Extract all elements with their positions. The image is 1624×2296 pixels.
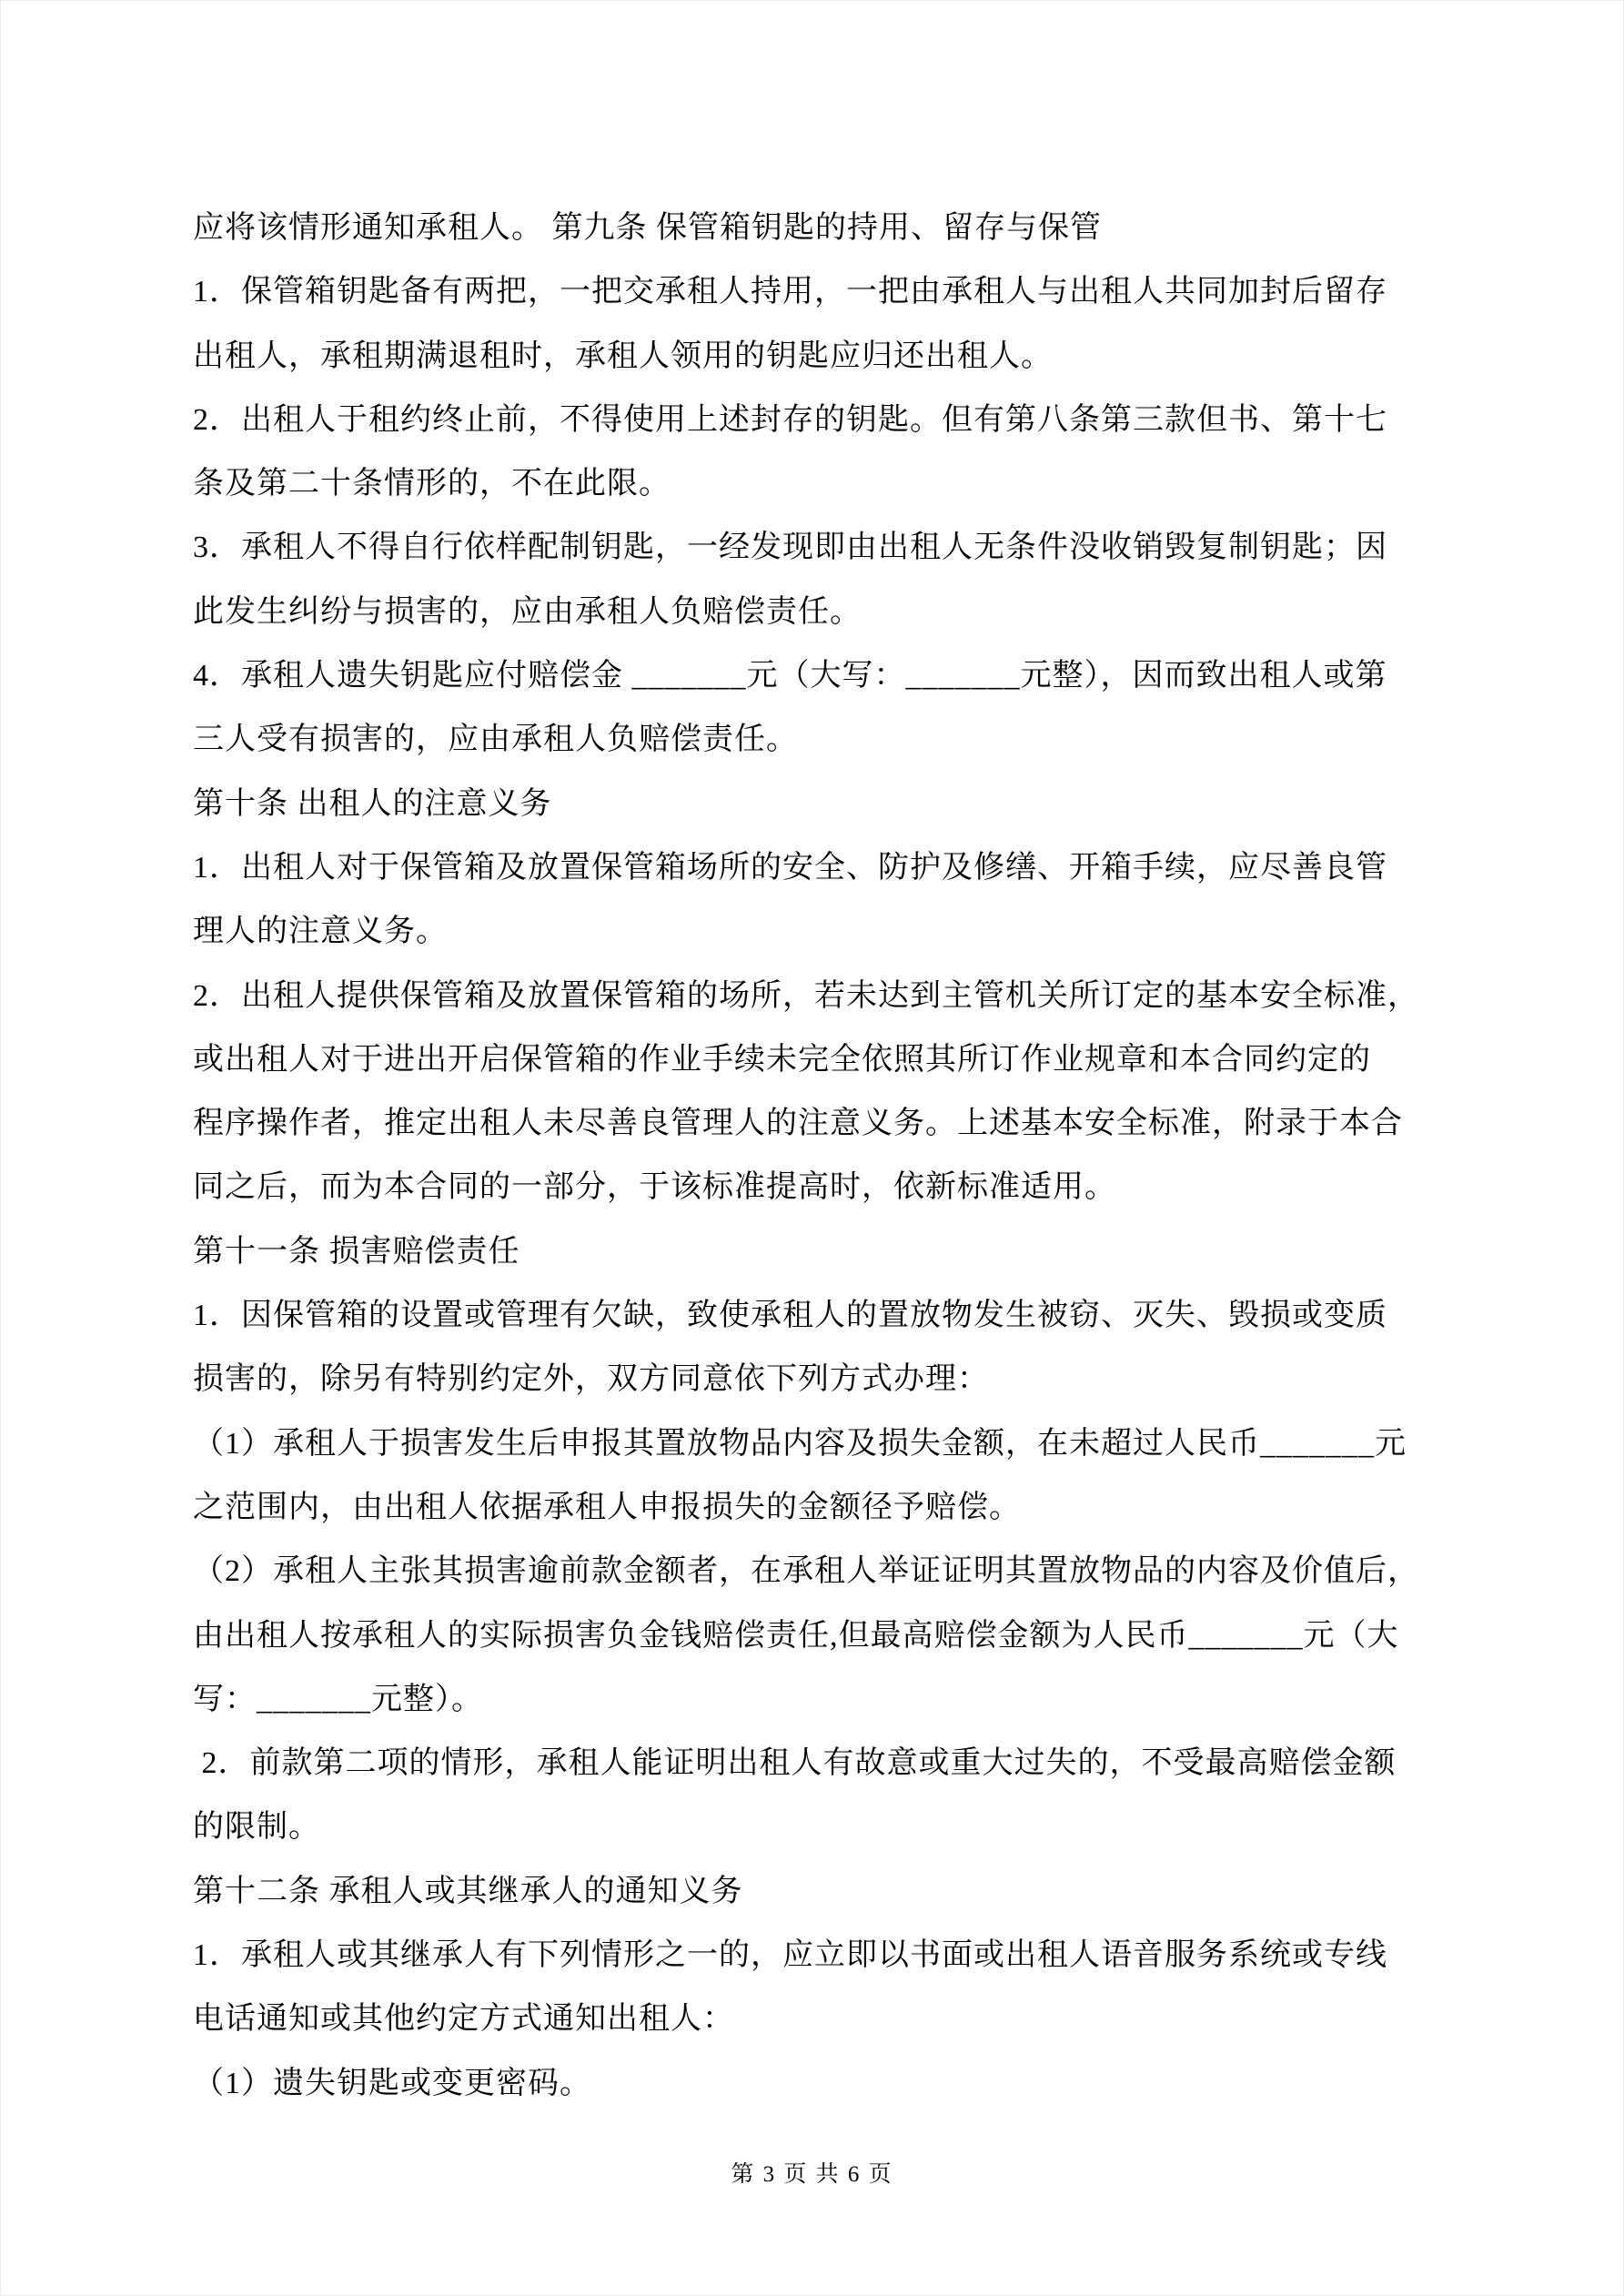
text-line-30: （1）遗失钥匙或变更密码。 <box>193 2066 591 2100</box>
text-line-22: （2）承租人主张其损害逾前款金额者，在承租人举证证明其置放物品的内容及价值后， <box>193 1554 1419 1589</box>
text-line-1: 应将该情形通知承租人。 第九条 保管箱钥匙的持用、留存与保管 <box>193 211 1102 245</box>
text-line-28: 1．承租人或其继承人有下列情形之一的，应立即以书面或出租人语音服务系统或专线 <box>193 1938 1387 1973</box>
text-line-23: 由出租人按承租人的实际损害负金钱赔偿责任,但最高赔偿金额为人民币_______元（大 <box>193 1618 1399 1653</box>
text-line-5: 条及第二十条情形的，不在此限。 <box>193 467 671 501</box>
text-line-6: 3．承租人不得自行依样配制钥匙，一经发现即由出租人无条件没收销毁复制钥匙；因 <box>193 531 1387 565</box>
text-line-26: 的限制。 <box>193 1810 320 1845</box>
text-line-11: 1．出租人对于保管箱及放置保管箱场所的安全、防护及修缮、开箱手续，应尽善良管 <box>193 850 1387 885</box>
text-line-17: 第十一条 损害赔偿责任 <box>193 1234 520 1269</box>
text-line-7: 此发生纠纷与损害的，应由承租人负赔偿责任。 <box>193 594 862 629</box>
document-body <box>193 197 1439 2116</box>
text-line-2: 1．保管箱钥匙备有两把，一把交承租人持用，一把由承租人与出租人共同加封后留存 <box>193 275 1387 309</box>
text-line-8: 4．承租人遗失钥匙应付赔偿金 _______元（大写：_______元整），因而致出租人或第 <box>193 659 1387 693</box>
text-line-27: 第十二条 承租人或其继承人的通知义务 <box>193 1874 743 1908</box>
text-line-19: 损害的，除另有特别约定外，双方同意依下列方式办理： <box>193 1362 989 1397</box>
text-line-4: 2．出租人于租约终止前，不得使用上述封存的钥匙。但有第八条第三款但书、第十七 <box>193 402 1387 437</box>
text-line-29: 电话通知或其他约定方式通知出租人： <box>193 2002 734 2037</box>
text-line-21: 之范围内，由出租人依据承租人申报损失的金额径予赔偿。 <box>193 1490 1021 1524</box>
text-line-16: 同之后，而为本合同的一部分，于该标准提高时，依新标准适用。 <box>193 1170 1116 1205</box>
text-line-25: 2．前款第二项的情形，承租人能证明出租人有故意或重大过失的，不受最高赔偿金额 <box>193 1746 1397 1781</box>
text-line-10: 第十条 出租人的注意义务 <box>193 786 552 821</box>
text-line-15: 程序操作者，推定出租人未尽善良管理人的注意义务。上述基本安全标准，附录于本合 <box>193 1107 1403 1141</box>
text-line-9: 三人受有损害的，应由承租人负赔偿责任。 <box>193 723 798 757</box>
text-line-3: 出租人，承租期满退租时，承租人领用的钥匙应归还出租人。 <box>193 339 1053 373</box>
text-line-24: 写：_______元整）。 <box>193 1682 483 1716</box>
text-line-20: （1）承租人于损害发生后申报其置放物品内容及损失金额，在未超过人民币_______元 <box>193 1426 1407 1461</box>
text-line-14: 或出租人对于进出开启保管箱的作业手续未完全依照其所订作业规章和本合同约定的 <box>193 1042 1371 1077</box>
text-line-12: 理人的注意义务。 <box>193 915 448 949</box>
text-line-13: 2．出租人提供保管箱及放置保管箱的场所，若未达到主管机关所订定的基本安全标准， <box>193 978 1419 1013</box>
page-footer: 第 3 页 共 6 页 <box>731 2162 893 2187</box>
text-line-18: 1．因保管箱的设置或管理有欠缺，致使承租人的置放物发生被窃、灭失、毁损或变质 <box>193 1299 1387 1333</box>
